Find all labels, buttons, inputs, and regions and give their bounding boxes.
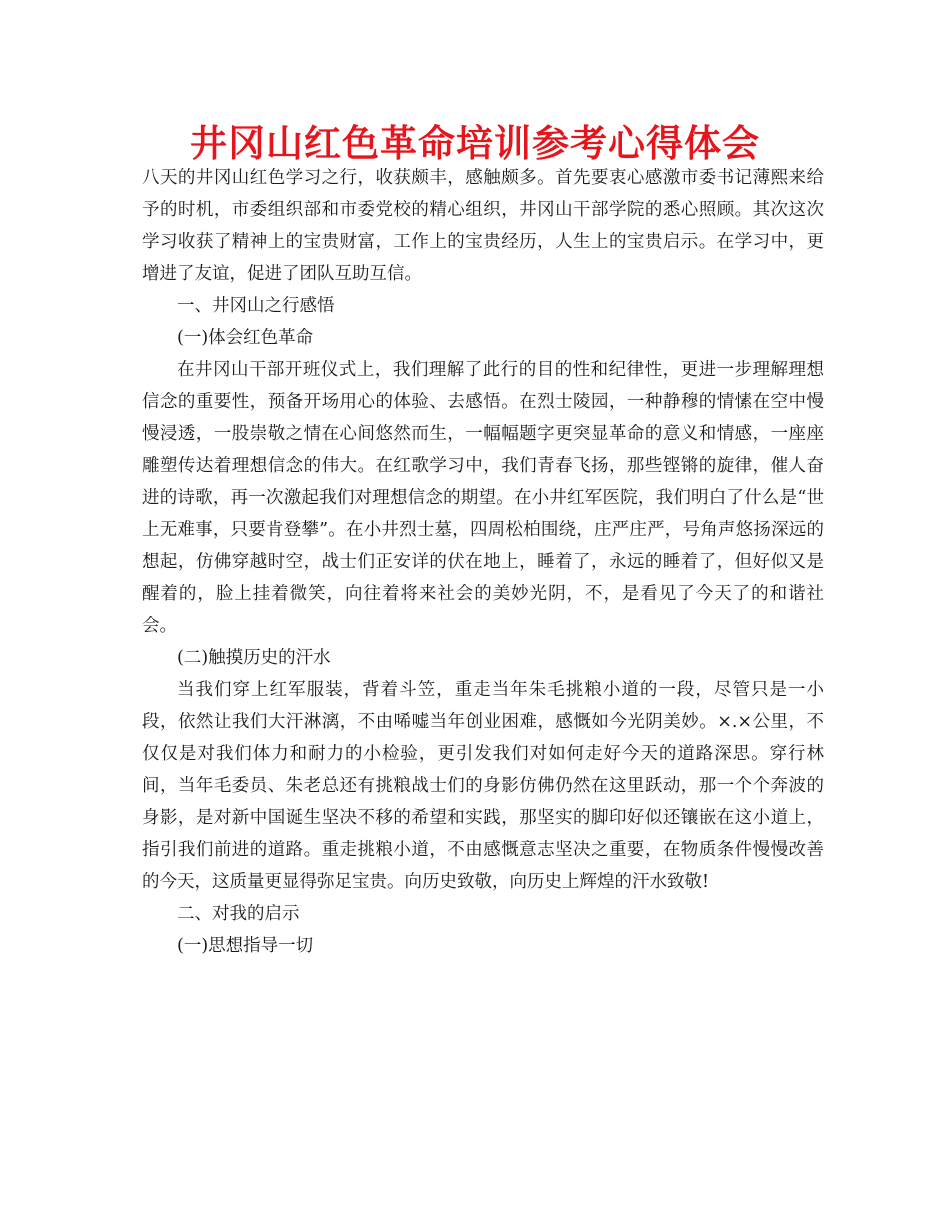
subsection-heading-2-1: (一)思想指导一切	[177, 936, 314, 956]
subsection-heading-1-2: (二)触摸历史的汗水	[177, 648, 331, 668]
intro-paragraph: 八天的井冈山红色学习之行，收获颇丰，感触颇多。首先要衷心感激市委书记薄熙来给予的时机，市委组织部和市委党校的精心组织，井冈山干部学院的悉心照顾。其次这次学习收获了精神上的宝贵财富，工作上的宝贵经历，人生上的宝贵启示。在学习中，更增进了友谊，促进了团队互助互信。	[142, 168, 824, 284]
document-title: 井冈山红色革命培训参考心得体会	[190, 122, 760, 165]
subsection-heading-1-1: (一)体会红色革命	[177, 328, 314, 348]
section-heading-2: 二、对我的启示	[177, 904, 300, 924]
section-heading-1: 一、井冈山之行感悟	[177, 296, 335, 316]
body-paragraph-red-revolution: 在井冈山干部开班仪式上，我们理解了此行的目的性和纪律性，更进一步理解理想信念的重要性，预备开场用心的体验、去感悟。在烈士陵园，一种静穆的情愫在空中慢慢浸透，一股崇敬之情在心间悠然而生，一幅幅题字更突显革命的意义和情感，一座座雕塑传达着理想信念的伟大。在红歌学习中，我们青春飞扬，那些铿锵的旋律，催人奋进的诗歌，再一次激起我们对理想信念的期望。在小井红军医院，我们明白了什么是“世上无难事，只要肯登攀”。在小井烈士墓，四周松柏围绕，庄严庄严，号角声悠扬深远的想起，仿佛穿越时空，战士们正安详的伏在地上，睡着了，永远的睡着了，但好似又是醒着的，脸上挂着微笑，向往着将来社会的美妙光阴，不，是看见了今天了的和谐社会。	[142, 360, 824, 636]
body-paragraph-history-sweat: 当我们穿上红军服装，背着斗笠，重走当年朱毛挑粮小道的一段，尽管只是一小段，依然让我们大汗淋漓，不由唏嘘当年创业困难，感慨如今光阴美妙。×.×公里，不仅仅是对我们体力和耐力的小检验，更引发我们对如何走好今天的道路深思。穿行林间，当年毛委员、朱老总还有挑粮战士们的身影仿佛仍然在这里跃动，那一个个奔波的身影，是对新中国诞生坚决不移的希望和实践，那坚实的脚印好似还镶嵌在这小道上，指引我们前进的道路。重走挑粮小道，不由感慨意志坚决之重要，在物质条件慢慢改善的今天，这质量更显得弥足宝贵。向历史致敬，向历史上辉煌的汗水致敬!	[142, 680, 824, 892]
document-body	[142, 162, 824, 962]
